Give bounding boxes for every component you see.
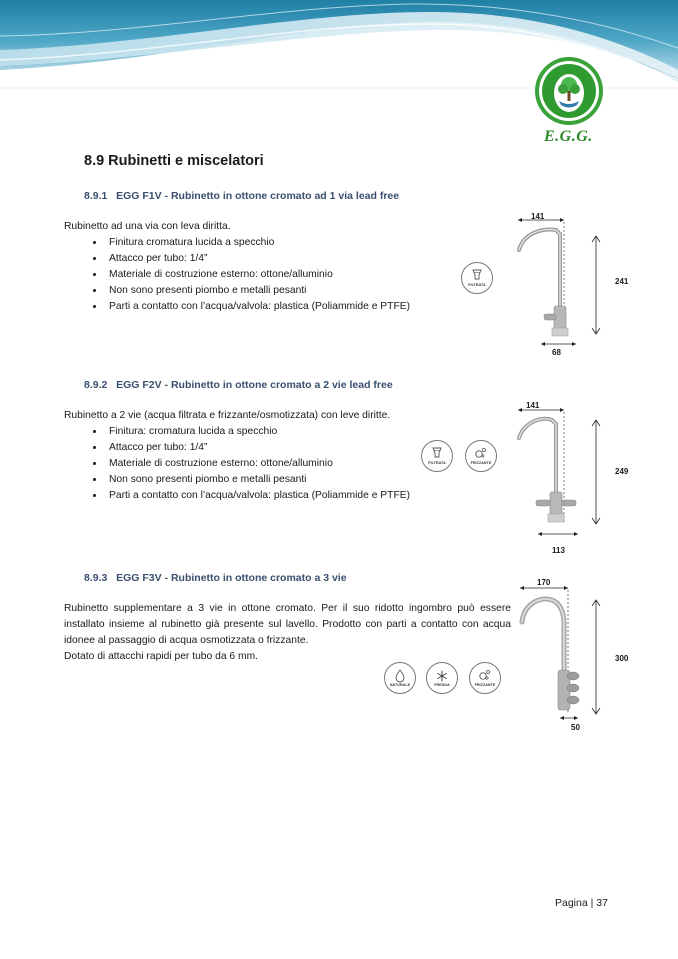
badge-label: FREDDA: [434, 683, 450, 687]
naturale-badge: [384, 662, 416, 694]
brand-name: E.G.G.: [544, 128, 593, 145]
frizzante-badge: [469, 662, 501, 694]
section-number: 8.9.1: [84, 190, 108, 202]
section-title-f1v: [84, 190, 399, 202]
egg-logo-icon: [533, 55, 605, 127]
section-title-f3v: [84, 572, 347, 584]
dimension-base: 50: [571, 723, 580, 732]
feature-list: [64, 235, 484, 315]
section-title-text: EGG F1V - Rubinetto in ottone cromato ad 1 via lead free: [116, 190, 400, 202]
filtrata-badge: [421, 440, 453, 472]
list-item: • Finitura cromatura lucida a specchio: [105, 235, 484, 251]
badge-label: FILTRATA: [428, 461, 446, 465]
faucet-f2v-diagram: [506, 400, 616, 550]
footer-separator: |: [590, 897, 594, 909]
dimension-height: 300: [615, 654, 629, 663]
list-item: • Parti a contatto con l’acqua/valvola: plastica (Poliammide e PTFE): [105, 488, 504, 504]
footer-label: Pagina: [555, 897, 588, 909]
snowflake-icon: [427, 663, 457, 693]
filtrata-badge: [461, 262, 493, 294]
list-item: • Materiale di costruzione esterno: ottone/alluminio: [105, 456, 504, 472]
dimension-width: 141: [526, 401, 540, 410]
list-item: • Materiale di costruzione esterno: ottone/alluminio: [105, 267, 484, 283]
list-item: • Non sono presenti piombo e metalli pesanti: [105, 283, 484, 299]
badge-label: FRIZZANTE: [474, 683, 496, 687]
dimension-width: 170: [537, 578, 551, 587]
section-title-text: EGG F3V - Rubinetto in ottone cromato a 3 vie: [116, 572, 347, 584]
section-title-text: EGG F2V - Rubinetto in ottone cromato a 2 vie lead free: [116, 379, 393, 391]
dimension-height: 249: [615, 467, 629, 476]
list-item: • Non sono presenti piombo e metalli pesanti: [105, 472, 504, 488]
page-number: 37: [596, 897, 608, 909]
bubbles-icon: [466, 441, 496, 471]
section-body-f1v: [64, 219, 484, 314]
section-number: 8.9.2: [84, 379, 108, 391]
page-footer: [555, 897, 608, 909]
section-number: 8.9.3: [84, 572, 108, 584]
dimension-base: 113: [552, 546, 565, 555]
section-title-f2v: [84, 379, 393, 391]
section-paragraph-2-f3v: Dotato di attacchi rapidi per tubo da 6 mm.: [64, 651, 259, 662]
dimension-height: 241: [615, 277, 629, 286]
filter-icon: [422, 441, 452, 471]
list-item: • Attacco per tubo: 1/4”: [105, 251, 484, 267]
badge-label: FRIZZANTE: [470, 461, 492, 465]
section-intro: Rubinetto a 2 vie (acqua filtrata e frizzante/osmotizzata) con leve diritte.: [64, 410, 391, 421]
filter-icon: [462, 263, 492, 293]
list-item: • Parti a contatto con l’acqua/valvola: plastica (Poliammide e PTFE): [105, 299, 484, 315]
fredda-badge: [426, 662, 458, 694]
section-paragraph-f3v: Rubinetto supplementare a 3 vie in ottone cromato. Per il suo ridotto ingombro può essere installato insieme al rubinetto già presente sul lavello. Prodotto con parti a contatto con acqua idonee al passaggio di acqua osmotizzata o frizzante.: [64, 603, 511, 646]
badge-label: NATURALE: [389, 683, 411, 687]
faucet-f1v-diagram: [506, 210, 616, 362]
section-intro: Rubinetto ad una via con leva diritta.: [64, 221, 231, 232]
page-heading: 8.9 Rubinetti e miscelatori: [84, 153, 264, 169]
dimension-base: 68: [552, 348, 561, 357]
list-item: • Attacco per tubo: 1/4”: [105, 440, 504, 456]
frizzante-badge: [465, 440, 497, 472]
badge-label: FILTRATA: [468, 283, 486, 287]
list-item: • Finitura: cromatura lucida a specchio: [105, 424, 504, 440]
bubbles-icon: [470, 663, 500, 693]
faucet-f3v-diagram: [506, 578, 616, 730]
water-drop-icon: [385, 663, 415, 693]
dimension-width: 141: [531, 212, 545, 221]
